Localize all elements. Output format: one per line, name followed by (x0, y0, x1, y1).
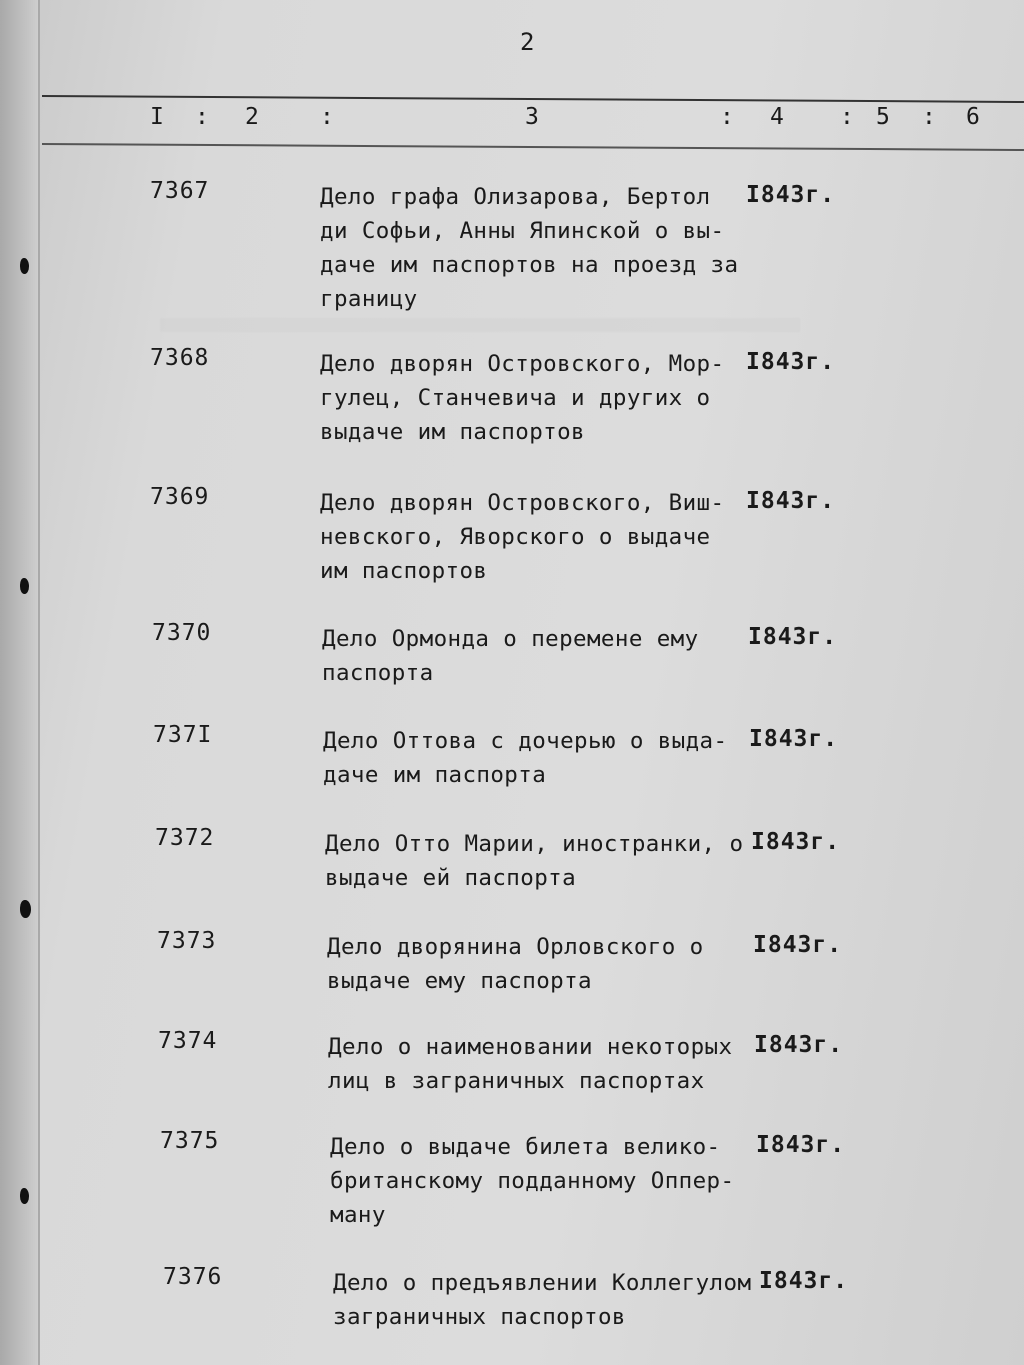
punch-hole (20, 258, 29, 274)
punch-hole (20, 578, 29, 594)
entry-number: 737I (153, 722, 213, 748)
entry-year: I843г. (748, 624, 838, 650)
entry-number: 7367 (150, 178, 210, 204)
entry-year: I843г. (749, 726, 839, 752)
description-line: ди Софьи, Анны Япинской о вы- (320, 218, 725, 244)
entry-year: I843г. (746, 349, 836, 375)
column-header: I (150, 104, 166, 130)
description-line: выдаче ей паспорта (325, 865, 577, 891)
description-line: британскому подданному Оппер- (330, 1168, 735, 1194)
description-line: Дело дворян Островского, Мор- (320, 351, 725, 377)
entry-year: I843г. (759, 1268, 849, 1294)
description-line: Дело графа Олизарова, Бертол (320, 184, 711, 210)
page-number: 2 (520, 28, 536, 56)
entry-year: I843г. (746, 488, 836, 514)
punch-hole (20, 1188, 29, 1204)
column-separator: : (720, 104, 734, 130)
column-header: 2 (245, 104, 261, 130)
description-line: выдаче им паспортов (320, 419, 585, 445)
entry-year: I843г. (746, 182, 836, 208)
column-header: 5 (876, 104, 892, 130)
description-line: даче им паспортов на проезд за (320, 252, 739, 278)
binding-edge (38, 0, 40, 1365)
description-line: паспорта (322, 660, 434, 686)
description-line: им паспортов (320, 558, 488, 584)
entry-year: I843г. (751, 829, 841, 855)
header-bottom-rule (42, 143, 1024, 150)
entry-description (325, 827, 745, 895)
column-header: 3 (525, 104, 541, 130)
entry-year: I843г. (756, 1132, 846, 1158)
description-line: ману (330, 1202, 386, 1228)
description-line: Дело Ормонда о перемене ему (322, 626, 699, 652)
description-line: Дело дворян Островского, Виш- (320, 490, 725, 516)
description-line: Дело о выдаче билета велико- (330, 1134, 721, 1160)
punch-hole (20, 900, 31, 918)
column-separator: : (320, 104, 334, 130)
description-line: лиц в заграничных паспортах (328, 1068, 705, 1094)
header-top-rule (42, 95, 1024, 103)
binding-margin (0, 0, 40, 1365)
description-line: Дело о наименовании некоторых (328, 1034, 733, 1060)
description-line: Дело дворянина Орловского о (327, 934, 704, 960)
entry-description (320, 347, 740, 449)
description-line: Дело Отто Марии, иностранки, о (325, 831, 744, 857)
description-line: заграничных паспортов (333, 1304, 626, 1330)
description-line: Дело Оттова с дочерью о выда- (323, 728, 728, 754)
entry-number: 7376 (163, 1264, 223, 1290)
entry-number: 7374 (158, 1028, 218, 1054)
entry-year: I843г. (754, 1032, 844, 1058)
description-line: выдаче ему паспорта (327, 968, 592, 994)
column-separator: : (922, 104, 936, 130)
entry-number: 7368 (150, 345, 210, 371)
entry-description (322, 622, 742, 690)
entry-number: 7370 (152, 620, 212, 646)
description-line: границу (320, 286, 418, 312)
entry-description (328, 1030, 748, 1098)
entry-number: 7372 (155, 825, 215, 851)
bleed-through (160, 318, 800, 332)
entry-number: 7369 (150, 484, 210, 510)
column-header: 6 (966, 104, 982, 130)
entry-description (323, 724, 743, 792)
entry-number: 7373 (157, 928, 217, 954)
entry-description (327, 930, 747, 998)
entry-description (330, 1130, 750, 1232)
description-line: даче им паспорта (323, 762, 547, 788)
description-line: Дело о предъявлении Коллегулом (333, 1270, 752, 1296)
column-header: 4 (770, 104, 786, 130)
entry-description (320, 486, 740, 588)
entry-year: I843г. (753, 932, 843, 958)
column-separator: : (195, 104, 209, 130)
description-line: невского, Яворского о выдаче (320, 524, 711, 550)
entry-description (333, 1266, 753, 1334)
column-separator: : (840, 104, 854, 130)
entry-number: 7375 (160, 1128, 220, 1154)
description-line: гулец, Станчевича и других о (320, 385, 711, 411)
entry-description (320, 180, 740, 316)
